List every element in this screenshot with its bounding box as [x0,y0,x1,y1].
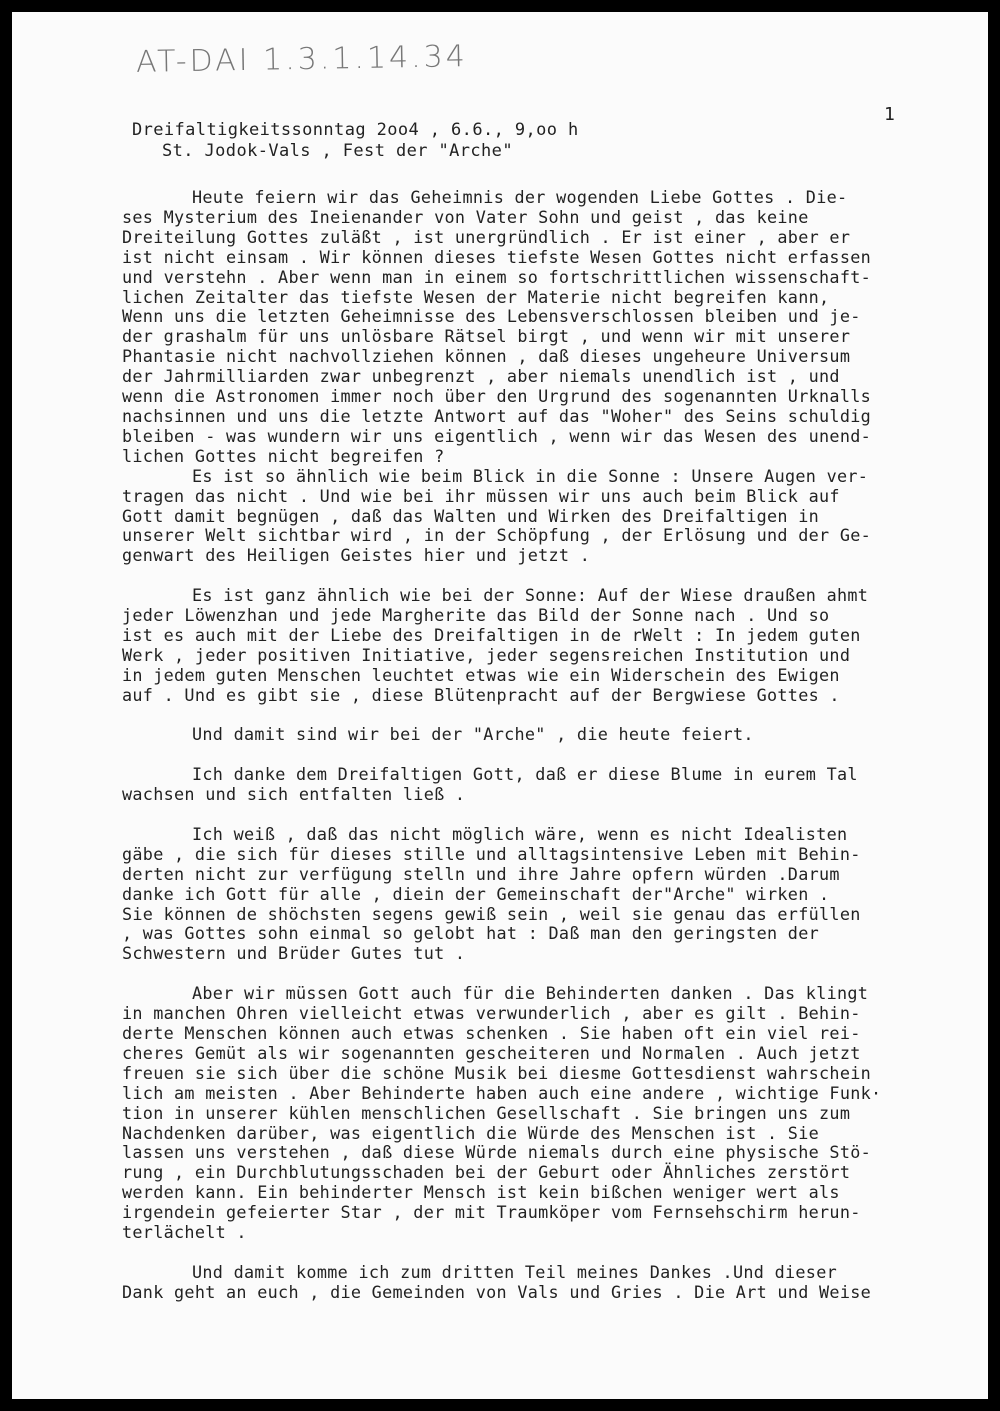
paragraph [122,725,982,745]
text-line: Sie können de shöchsten segens gewiß sein , weil sie genau das erfüllen [122,903,861,924]
text-line: Und damit komme ich zum dritten Teil meines Dankes .Und dieser [192,1261,837,1282]
text-line: der grashalm für uns unlösbare Rätsel birgt , und wenn wir mit unserer [122,326,851,347]
text-line: auf . Und es gibt sie , diese Blütenpracht auf der Bergwiese Gottes . [122,684,840,705]
text-line: Heute feiern wir das Geheimnis der wogenden Liebe Gottes . Die- [192,187,848,207]
text-line: ist nicht einsam . Wir können dieses tiefste Wesen Gottes nicht erfassen [122,246,872,267]
text-line: Phantasie nicht nachvollziehen können , daß dieses ungeheure Universum [122,346,851,367]
text-line: Aber wir müssen Gott auch für die Behinderten danken . Das klingt [192,983,869,1004]
paragraph [122,765,982,805]
text-line: freuen sie sich über die schöne Musik bei diesme Gottesdienst wahrschein [122,1062,872,1083]
paragraph [122,188,982,467]
text-line: lassen uns verstehen , daß diese Würde niemals durch eine physische Stö- [122,1142,872,1163]
text-line: jeder Löwenzhan und jede Margherite das Bild der Sonne nach . Und so [122,605,830,626]
text-line: in manchen Ohren vielleicht etwas verwunderlich , aber es gilt . Behin- [122,1003,861,1024]
paragraph-spacer [122,805,982,825]
header-date-line: Dreifaltigkeitssonntag 2oo4 , 6.6., 9,oo h [132,120,579,140]
text-line: ist es auch mit der Liebe des Dreifaltigen in de rWelt : In jedem guten [122,624,861,645]
paragraph-spacer [122,964,982,984]
text-line: Dank geht an euch , die Gemeinden von Vals und Gries . Die Art und Weise [122,1281,872,1302]
document-body [122,188,982,1303]
text-line: unserer Welt sichtbar wird , in der Schöpfung , der Erlösung und der Ge- [122,525,872,546]
text-line: gäbe , die sich für dieses stille und alltagsintensive Leben mit Behin- [122,843,861,864]
page-number: 1 [884,104,895,125]
text-line: tragen das nicht . Und wie bei ihr müssen wir uns auch beim Blick auf [122,485,840,506]
text-line: danke ich Gott für alle , diein der Gemeinschaft der"Arche" wirken . [122,883,830,904]
text-line: werden kann. Ein behinderter Mensch ist kein bißchen weniger wert als [122,1182,840,1203]
text-line: Nachdenken darüber, was eigentlich die Würde des Menschen ist . Sie [122,1122,820,1143]
paragraph [122,984,982,1243]
text-line: Dreiteilung Gottes zuläßt , ist unergründlich . Er ist einer , aber er [122,226,851,247]
text-line: rung , ein Durchblutungsschaden bei der Geburt oder Ähnliches zerstört [122,1162,851,1183]
paragraph-spacer [122,745,982,765]
text-line: Es ist ganz ähnlich wie bei der Sonne: Auf der Wiese draußen ahmt [192,585,869,606]
text-line: nachsinnen und uns die letzte Antwort auf das "Woher" des Seins schuldig [122,405,872,426]
text-line: und verstehn . Aber wenn man in einem so fortschrittlichen wissenschaft- [122,266,872,287]
paragraph [122,825,982,964]
text-line: Es ist so ähnlich wie beim Blick in die Sonne : Unsere Augen ver- [192,465,869,486]
archive-reference: AT-DAI 1.3.1.14.34 [135,39,469,80]
header-location-line: St. Jodok-Vals , Fest der "Arche" [162,141,513,161]
document-page [12,12,988,1399]
text-line: derte Menschen können auch etwas schenken . Sie haben oft ein viel rei- [122,1022,861,1043]
paragraph-spacer [122,706,982,726]
paragraph-spacer [122,566,982,586]
text-line: lichen Zeitalter das tiefste Wesen der Materie nicht begreifen kann, [122,286,830,307]
text-line: Und damit sind wir bei der "Arche" , die heute feiert. [192,724,754,745]
text-line: irgendein gefeierter Star , der mit Traumköper vom Fernsehschirm herun- [122,1202,861,1223]
text-line: Gott damit begnügen , daß das Walten und Wirken des Dreifaltigen in [122,505,820,526]
text-line: Schwestern und Brüder Gutes tut . [122,943,466,964]
paragraph-spacer [122,1243,982,1263]
paragraph [122,586,982,705]
text-line: wenn die Astronomen immer noch über den Urgrund des sogenannten Urknalls [122,386,872,407]
text-line: bleiben - was wundern wir uns eigentlich , wenn wir das Wesen des unend- [122,425,872,446]
document-header [132,120,579,162]
text-line: derten nicht zur verfügung stelln und ihre Jahre opfern würden .Darum [122,863,840,884]
text-line: tion in unserer kühlen menschlichen Gesellschaft . Sie bringen uns zum [122,1102,851,1123]
text-line: wachsen und sich entfalten ließ . [122,784,466,805]
text-line: , was Gottes sohn einmal so gelobt hat : Daß man den geringsten der [122,923,820,944]
text-line: in jedem guten Menschen leuchtet etwas wie ein Widerschein des Ewigen [122,664,840,685]
text-line: lich am meisten . Aber Behinderte haben auch eine andere , wichtige Funk· [122,1082,882,1103]
text-line: lichen Gottes nicht begreifen ? [122,445,445,466]
text-line: cheres Gemüt als wir sogenannten gescheiteren und Normalen . Auch jetzt [122,1042,861,1063]
text-line: Wenn uns die letzten Geheimnisse des Lebensverschlossen bleiben und je- [122,306,861,327]
text-line: der Jahrmilliarden zwar unbegrenzt , aber niemals unendlich ist , und [122,366,840,387]
paragraph [122,1263,982,1303]
text-line: terlächelt . [122,1222,247,1243]
paragraph [122,467,982,567]
text-line: Ich danke dem Dreifaltigen Gott, daß er diese Blume in eurem Tal [192,764,858,785]
text-line: genwart des Heiligen Geistes hier und jetzt . [122,545,591,566]
text-line: Werk , jeder positiven Initiative, jeder segensreichen Institution und [122,644,851,665]
text-line: ses Mysterium des Ineienander von Vater Sohn und geist , das keine [122,206,809,227]
text-line: Ich weiß , daß das nicht möglich wäre, wenn es nicht Idealisten [192,823,848,844]
